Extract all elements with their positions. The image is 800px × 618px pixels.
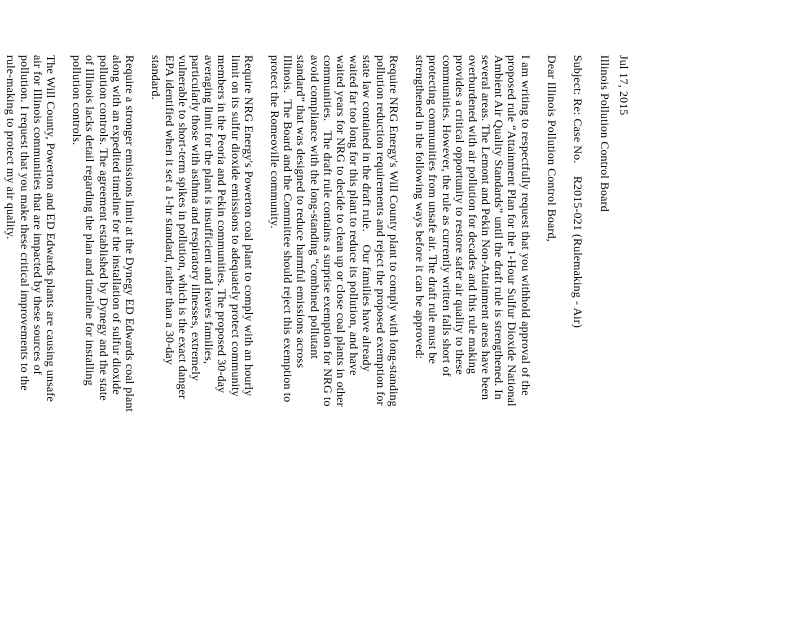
text-line: pollution. I request that you make these critical improvements to the — [17, 55, 32, 391]
text-line: pollution reduction requirements and reject the proposed exemption for — [373, 55, 388, 406]
text-line: waited far too long for this plant to reduce its pollution, and have — [347, 55, 362, 376]
text-line: Require NRG Energy's Powerton coal plant to comply with an hourly — [241, 55, 256, 397]
text-line: pollution controls. The agreement established by Dynegy and the state — [96, 55, 111, 401]
text-line: proposed rule “Attainment Plan for the 1-Hour Sulfur Dioxide National — [505, 55, 520, 407]
letter-recipient: Illinois Pollution Control Board — [597, 55, 612, 212]
text-line: Ambient Air Quality Standards” until the draft rule is strengthened. In — [492, 55, 507, 400]
text-line: standard” that was designed to reduce harmful emissions across — [294, 55, 309, 369]
text-line: The Will County, Powerton and ED Edwards plants are causing unsafe — [43, 55, 58, 402]
text-line: rule-making to protect my air quality. — [4, 55, 19, 240]
text-line: avoid compliance with the long-standing “combined pollutant — [307, 55, 322, 360]
text-line: strengthened in the following ways before it can be approved: — [413, 55, 428, 360]
text-line: along with an expedited timeline for the installation of sulfur dioxide — [109, 55, 124, 395]
text-line: provides a critical opportunity to restore safer air quality to these — [452, 55, 467, 375]
text-line: several areas. The Lemont and Pekin Non-Attainment areas have been — [479, 55, 494, 401]
text-line: Require a stronger emissions limit at the Dynegy ED Edwards coal plant — [123, 55, 138, 413]
text-line: Illinois. The Board and the Committee should reject this exemption to — [281, 55, 296, 403]
letter-salutation: Dear Illinois Pollution Control Board, — [545, 55, 560, 242]
letter-sheet — [4, 55, 631, 615]
text-line: protecting communities from unsafe air. The draft rule must be — [426, 55, 441, 364]
text-line: Require NRG Energy's Will County plant to comply with long-standing — [386, 55, 401, 407]
paragraph-powerton — [149, 55, 255, 615]
text-line: communities. The draft rule contains a surprise exemption for NRG to — [320, 55, 335, 407]
paragraph-conclusion — [4, 55, 57, 615]
text-line: averaging limit for the plant is insufficient and leaves families, — [202, 55, 217, 365]
text-line: standard. — [149, 55, 164, 100]
text-line: pollution controls. — [70, 55, 85, 146]
letter-date: Jul 17, 2015 — [617, 55, 631, 116]
text-line: EPA identified when it set a 1-hr standard, rather than a 30-day — [162, 55, 177, 365]
text-line: of Illinois lacks detail regarding the plan and timeline for installing — [83, 55, 98, 386]
text-line: particularly those with asthma and respiratory illnesses, extremely — [189, 55, 203, 381]
text-line: protect the Romeoville community. — [268, 55, 283, 229]
text-line: members in the Peoria and Pekin communities. The proposed 30-day — [215, 55, 230, 394]
paragraph-ed-edwards — [70, 55, 136, 615]
text-line: I am writing to respectfully request that you withhold approval of the — [518, 55, 533, 396]
paragraph-will-county — [268, 55, 400, 615]
text-line: state law contained in the draft rule. Our families have already — [360, 55, 375, 372]
letter-subject: Subject: Re: Case No. R2015-021 (Rulemaking - Air) — [571, 55, 586, 329]
paragraph-intro — [413, 55, 532, 615]
text-line: air for Illinois communities that are impacted by these sources of — [30, 55, 45, 375]
text-line: communities. However, the rule as currently written falls short of — [439, 55, 454, 377]
text-line: overburdened with air pollution for decades and this rule making — [465, 55, 480, 375]
text-line: waited years for NRG to decide to clean up or close coal plants in other — [334, 55, 349, 407]
text-line: vulnerable to short-term spikes in pollution, which is the exact danger — [175, 55, 190, 400]
text-line: limit on its sulfur dioxide emissions to adequately protect community — [228, 55, 243, 397]
